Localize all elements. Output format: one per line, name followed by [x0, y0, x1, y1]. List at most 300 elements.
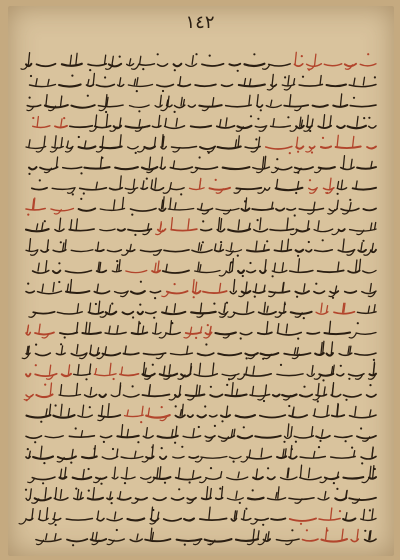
handwritten-word [144, 353, 166, 359]
handwritten-word [257, 95, 263, 112]
handwritten-word [284, 95, 308, 111]
handwritten-word [174, 64, 182, 71]
handwritten-word [313, 105, 328, 107]
handwritten-word [96, 242, 104, 251]
handwritten-word [242, 198, 250, 211]
handwritten-word [62, 365, 71, 376]
handwritten-word [295, 284, 309, 298]
handwritten-word [251, 519, 268, 526]
manuscript-line [27, 94, 376, 113]
handwritten-word [189, 457, 198, 459]
handwritten-word [221, 406, 230, 422]
handwritten-word [29, 312, 55, 318]
handwritten-word [290, 117, 304, 131]
handwritten-word [160, 157, 165, 169]
handwritten-word [153, 498, 166, 500]
handwritten-word [277, 324, 301, 340]
handwritten-word [200, 507, 227, 520]
handwritten-word [229, 457, 241, 463]
handwritten-word [172, 488, 184, 500]
manuscript-line [19, 507, 376, 526]
handwritten-word [160, 365, 177, 380]
handwritten-word [289, 446, 297, 459]
handwritten-word [163, 264, 189, 273]
handwritten-word [361, 447, 376, 465]
handwritten-word [217, 118, 235, 128]
handwritten-word [238, 366, 272, 379]
handwritten-word [252, 202, 273, 210]
handwritten-word [350, 406, 377, 417]
handwritten-word [200, 467, 222, 483]
handwritten-word [150, 507, 159, 524]
manuscript-line [33, 259, 376, 278]
handwritten-word [276, 179, 303, 194]
handwritten-word [26, 136, 46, 152]
handwritten-word [291, 312, 312, 319]
handwritten-word [334, 303, 354, 313]
handwritten-word [89, 301, 104, 314]
handwritten-word [360, 53, 376, 66]
handwritten-word [205, 425, 216, 442]
handwritten-word [267, 74, 276, 90]
handwritten-word [204, 324, 212, 338]
manuscript-line [27, 404, 377, 424]
manuscript-line [26, 239, 376, 257]
handwritten-word [131, 209, 157, 216]
handwritten-word [318, 262, 344, 272]
handwritten-word [307, 366, 314, 377]
handwritten-word [222, 85, 233, 87]
handwritten-word [187, 498, 196, 504]
handwritten-word [21, 53, 31, 70]
handwritten-word [151, 178, 163, 190]
handwritten-word [160, 447, 166, 459]
handwritten-word [258, 322, 272, 335]
handwritten-word [226, 243, 241, 257]
handwritten-word [267, 467, 275, 479]
handwritten-word [364, 530, 376, 542]
handwritten-word [345, 64, 356, 70]
handwritten-word [218, 353, 241, 355]
handwritten-word [54, 488, 68, 500]
handwritten-word [142, 445, 153, 462]
handwritten-word [296, 137, 303, 153]
handwritten-word [99, 395, 106, 398]
handwritten-word [157, 53, 168, 66]
handwritten-word [348, 374, 364, 380]
handwritten-word [318, 115, 331, 128]
handwritten-word [158, 426, 178, 444]
handwritten-word [306, 241, 312, 252]
handwritten-word [358, 240, 366, 252]
handwritten-word [153, 115, 161, 127]
handwritten-word [33, 446, 53, 464]
handwritten-word [60, 323, 78, 339]
handwritten-word [87, 73, 95, 86]
handwritten-word [248, 489, 264, 499]
handwritten-word [245, 353, 257, 359]
manuscript-line [36, 528, 376, 547]
handwritten-word [253, 156, 270, 172]
handwritten-word [239, 79, 265, 87]
handwritten-word [131, 281, 145, 294]
handwritten-word [277, 449, 286, 458]
handwritten-word [236, 115, 252, 131]
handwritten-word [343, 513, 355, 521]
handwritten-word [143, 428, 153, 438]
handwritten-word [303, 529, 319, 541]
handwritten-word [88, 488, 103, 500]
handwritten-word [55, 117, 67, 128]
handwritten-word [171, 218, 197, 231]
manuscript-line [30, 73, 377, 92]
handwritten-word [85, 388, 97, 397]
handwritten-word [202, 55, 224, 66]
handwritten-word [245, 137, 260, 152]
handwritten-word [191, 156, 217, 172]
handwritten-word [183, 426, 200, 438]
handwritten-word [91, 532, 106, 544]
handwritten-word [291, 221, 310, 235]
handwritten-word [45, 95, 68, 111]
handwritten-word [229, 64, 240, 72]
handwritten-word [324, 64, 341, 66]
manuscript-line [32, 114, 376, 132]
handwritten-word [337, 126, 345, 128]
handwritten-word [172, 147, 197, 153]
handwritten-word [66, 141, 73, 152]
manuscript-line [26, 424, 376, 444]
handwritten-word [357, 161, 376, 168]
handwritten-word [253, 284, 265, 298]
handwritten-word [128, 224, 151, 236]
handwritten-word [184, 327, 202, 339]
handwritten-word [195, 457, 227, 463]
handwritten-word [132, 56, 155, 70]
folio-number: ١٤٢ [185, 12, 215, 33]
handwritten-word [35, 324, 54, 338]
handwritten-word [127, 59, 134, 66]
handwritten-word [118, 78, 124, 87]
handwritten-word [90, 114, 111, 131]
handwritten-word [53, 404, 74, 417]
handwritten-word [159, 321, 180, 338]
handwritten-word [155, 95, 162, 107]
handwritten-word [49, 513, 61, 526]
handwritten-word [219, 302, 228, 318]
handwritten-word [146, 406, 170, 421]
handwritten-word [117, 425, 139, 444]
handwritten-word [26, 374, 30, 377]
handwritten-word [336, 135, 361, 148]
handwritten-word [217, 218, 224, 232]
handwritten-word [39, 508, 49, 521]
handwritten-word [30, 75, 56, 87]
handwritten-word [358, 305, 377, 314]
handwritten-word [258, 532, 270, 545]
handwritten-word [45, 436, 63, 438]
handwritten-word [315, 239, 333, 251]
handwritten-word [36, 383, 52, 397]
handwritten-word [259, 302, 276, 314]
handwritten-word [348, 116, 366, 128]
handwritten-word [314, 283, 325, 294]
handwritten-word [276, 209, 284, 211]
handwritten-word [294, 52, 303, 66]
handwritten-word [161, 96, 172, 110]
handwritten-word [271, 158, 291, 173]
handwritten-word [210, 179, 231, 194]
handwritten-word [245, 53, 265, 66]
handwritten-word [363, 271, 376, 273]
handwritten-word [36, 534, 61, 545]
handwritten-word [316, 430, 330, 442]
handwritten-word [273, 395, 280, 397]
handwritten-word [329, 286, 338, 299]
handwritten-word [107, 529, 124, 545]
handwritten-word [367, 384, 376, 397]
handwritten-word [112, 467, 118, 479]
handwritten-word [332, 229, 345, 235]
handwritten-word [57, 304, 82, 314]
handwritten-word [219, 259, 233, 276]
handwritten-word [290, 259, 313, 273]
handwritten-word [186, 385, 205, 400]
handwritten-word [66, 280, 89, 294]
handwritten-word [225, 383, 246, 396]
handwritten-word [215, 333, 236, 339]
handwritten-word [128, 147, 138, 154]
handwritten-word [96, 135, 121, 152]
handwritten-word [191, 303, 216, 318]
manuscript-line [26, 321, 376, 340]
handwritten-word [132, 321, 148, 334]
handwritten-word [338, 239, 354, 255]
handwritten-word [362, 284, 376, 297]
manuscript-line [26, 135, 376, 155]
handwritten-word [24, 395, 33, 402]
handwritten-word [324, 178, 334, 194]
handwritten-word [250, 385, 270, 402]
handwritten-word [327, 342, 333, 356]
handwritten-word [82, 322, 101, 334]
handwritten-word [210, 386, 223, 397]
handwritten-word [101, 436, 112, 443]
handwritten-word [126, 120, 150, 132]
handwritten-word [71, 95, 94, 108]
handwritten-word [306, 147, 315, 154]
handwritten-word [69, 219, 94, 231]
handwritten-word [322, 528, 347, 542]
handwritten-word [69, 427, 94, 437]
handwritten-word [106, 56, 122, 70]
handwritten-word [74, 488, 84, 500]
handwritten-word [271, 519, 285, 520]
handwritten-word [78, 136, 96, 149]
handwritten-word [33, 261, 49, 274]
handwritten-word [254, 218, 268, 232]
handwritten-word [26, 239, 38, 256]
handwritten-word [100, 197, 124, 210]
handwritten-word [202, 487, 212, 500]
manuscript-line [26, 362, 376, 381]
handwritten-word [121, 451, 143, 458]
handwritten-word [191, 126, 211, 128]
handwritten-word [37, 64, 56, 66]
handwritten-word [26, 448, 30, 458]
handwritten-word [228, 302, 254, 317]
handwritten-word [26, 220, 49, 231]
handwritten-word [260, 415, 286, 417]
handwritten-word [355, 353, 376, 361]
handwritten-word [321, 137, 331, 148]
handwritten-word [90, 345, 99, 355]
handwritten-word [111, 383, 120, 397]
handwritten-word [107, 492, 113, 504]
handwritten-word [63, 167, 83, 174]
handwritten-word [110, 118, 121, 131]
handwritten-word [115, 291, 129, 297]
handwritten-word [198, 343, 214, 355]
handwritten-word [27, 404, 51, 423]
handwritten-word [188, 415, 193, 417]
handwritten-word [80, 182, 107, 194]
handwritten-word [348, 259, 360, 272]
handwritten-word [66, 519, 92, 521]
handwritten-word [345, 291, 357, 293]
handwritten-word [234, 188, 261, 194]
handwritten-word [177, 539, 202, 546]
handwritten-word [35, 364, 57, 379]
handwritten-word [120, 367, 139, 375]
handwritten-word [304, 115, 313, 132]
handwritten-word [210, 415, 218, 417]
handwritten-word [227, 472, 248, 480]
handwritten-word [163, 183, 184, 196]
handwritten-word [200, 147, 215, 154]
handwritten-word [241, 448, 271, 462]
handwritten-word [121, 468, 135, 485]
handwritten-word [161, 135, 167, 149]
handwritten-word [349, 498, 376, 504]
handwritten-word [238, 426, 252, 438]
handwritten-word [100, 229, 115, 231]
handwritten-word [247, 262, 256, 273]
handwritten-word [294, 427, 313, 443]
handwritten-word [52, 188, 75, 196]
handwritten-word [40, 157, 58, 173]
handwritten-word [73, 468, 92, 479]
handwritten-word [26, 283, 34, 293]
handwritten-word [96, 76, 114, 86]
handwritten-word [84, 157, 109, 169]
handwritten-word [94, 284, 109, 293]
handwritten-word [300, 465, 321, 479]
handwritten-word [162, 304, 185, 314]
handwritten-word [53, 240, 66, 252]
handwritten-word [100, 303, 116, 318]
handwritten-word [57, 449, 76, 463]
handwritten-word [97, 262, 107, 272]
handwritten-word [331, 383, 341, 397]
handwritten-word [299, 202, 323, 214]
handwritten-word [105, 326, 126, 335]
handwritten-word [228, 220, 250, 232]
handwritten-word [266, 100, 281, 107]
handwritten-word [281, 468, 297, 479]
handwritten-word [122, 244, 135, 255]
handwritten-word [78, 405, 92, 417]
handwritten-word [88, 55, 106, 71]
handwritten-word [97, 347, 120, 359]
handwritten-word [171, 346, 193, 355]
handwritten-word [268, 487, 286, 500]
handwritten-word [175, 404, 185, 417]
handwritten-word [132, 498, 147, 504]
handwritten-word [341, 156, 354, 170]
handwritten-word [223, 167, 250, 169]
handwritten-word [331, 447, 356, 459]
handwritten-word [112, 260, 121, 272]
handwritten-word [130, 534, 142, 541]
handwritten-word [350, 97, 376, 107]
handwritten-word [41, 240, 49, 252]
manuscript-line [26, 218, 376, 236]
handwritten-word [197, 405, 206, 417]
handwritten-word [148, 467, 171, 484]
manuscript-line [24, 383, 376, 403]
manuscript-line [21, 52, 376, 72]
handwritten-word [216, 209, 239, 215]
handwritten-word [260, 260, 266, 273]
handwritten-word [178, 364, 192, 380]
handwritten-word [215, 241, 224, 251]
handwritten-word [173, 446, 184, 458]
handwritten-word [198, 203, 213, 214]
handwritten-word [128, 519, 145, 521]
handwritten-word [341, 199, 359, 214]
handwritten-word [124, 346, 139, 355]
handwritten-word [170, 161, 192, 169]
handwritten-word [203, 283, 227, 293]
handwritten-word [261, 353, 279, 360]
handwritten-word [350, 223, 376, 235]
handwritten-word [26, 436, 42, 444]
handwritten-word [367, 147, 376, 149]
handwritten-word [28, 477, 55, 484]
handwritten-word [143, 363, 155, 380]
handwritten-word [35, 344, 50, 356]
handwritten-word [195, 85, 216, 87]
handwritten-word [98, 404, 120, 421]
handwritten-word [94, 363, 116, 380]
handwritten-word [242, 508, 251, 521]
handwritten-word [56, 343, 65, 355]
handwritten-word [318, 492, 329, 500]
handwritten-word [50, 136, 63, 152]
handwritten-word [67, 539, 87, 546]
handwritten-word [53, 262, 61, 273]
handwritten-word [150, 291, 160, 299]
handwritten-word [59, 383, 81, 396]
handwritten-word [162, 283, 188, 297]
handwritten-word [79, 198, 96, 211]
handwritten-word [283, 424, 292, 443]
handwritten-word [343, 477, 363, 478]
handwritten-word [299, 76, 322, 87]
handwritten-word [363, 209, 376, 211]
handwritten-word [335, 488, 347, 500]
